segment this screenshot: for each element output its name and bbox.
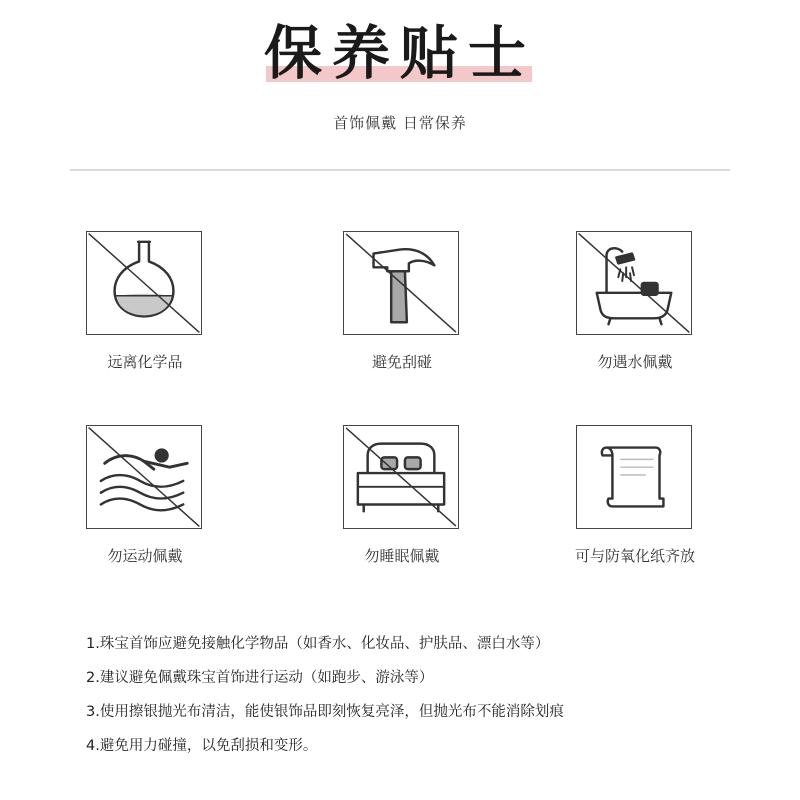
tip-label: 勿睡眠佩戴 <box>364 547 440 565</box>
tip-label: 避免刮碰 <box>371 353 432 371</box>
note-item: 3.使用擦银抛光布清洁，能使银饰品即刻恢复亮泽，但抛光布不能消除划痕 <box>86 704 564 720</box>
paper-scroll-icon <box>576 425 692 529</box>
note-item: 4.避免用力碰撞，以免刮损和变形。 <box>86 738 318 754</box>
flask-icon <box>86 231 202 335</box>
tip-label: 勿遇水佩戴 <box>597 353 673 371</box>
swimmer-icon <box>86 425 202 529</box>
care-notes <box>86 627 766 763</box>
note-item: 2.建议避免佩戴珠宝首饰进行运动（如跑步、游泳等） <box>86 670 434 686</box>
bed-icon <box>343 425 459 529</box>
note-item: 1.珠宝首饰应避免接触化学物品（如香水、化妆品、护肤品、漂白水等） <box>86 636 550 652</box>
tip-label: 可与防氧化纸齐放 <box>574 547 695 565</box>
section-divider <box>70 169 730 171</box>
bathtub-shower-icon <box>576 231 692 335</box>
page-subtitle: 首饰佩戴 日常保养 <box>333 114 467 132</box>
tip-label: 勿运动佩戴 <box>107 547 183 565</box>
tip-label: 远离化学品 <box>107 353 183 371</box>
title-area <box>0 14 800 92</box>
hammer-icon <box>343 231 459 335</box>
page-title: 保养贴士 <box>263 19 536 87</box>
